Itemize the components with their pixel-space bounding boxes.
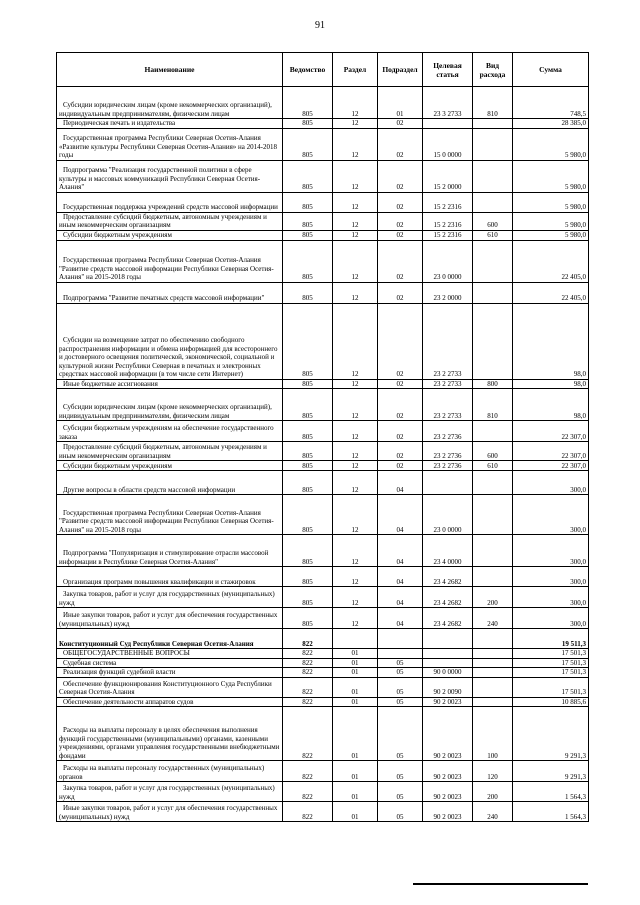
row-subsection: 04 — [378, 587, 423, 608]
row-subsection: 05 — [378, 658, 423, 668]
row-sum: 300,0 — [513, 535, 589, 567]
row-name: Иные закупки товаров, работ и услуг для обеспечения государственных (муниципальных) нужд — [57, 608, 283, 629]
row-subsection — [378, 649, 423, 659]
row-target: 23 4 2682 — [423, 567, 473, 587]
row-type — [473, 697, 513, 707]
row-subsection: 02 — [378, 160, 423, 192]
row-subsection: 05 — [378, 677, 423, 697]
row-section: 12 — [333, 587, 378, 608]
table-row — [57, 608, 589, 629]
row-section: 12 — [333, 230, 378, 240]
row-sum: 5 980,0 — [513, 128, 589, 160]
row-target: 90 0 0000 — [423, 668, 473, 678]
row-sum: 98,0 — [513, 389, 589, 421]
row-dept: 822 — [283, 649, 333, 659]
row-target: 23 2 0000 — [423, 282, 473, 303]
header-sum: Сумма — [513, 53, 589, 87]
row-type — [473, 192, 513, 212]
row-name: Субсидии бюджетным учреждениям на обеспечение государственного заказа — [57, 421, 283, 442]
row-target — [423, 658, 473, 668]
row-type: 610 — [473, 230, 513, 240]
table-row — [57, 761, 589, 782]
row-type — [473, 160, 513, 192]
table-row — [57, 495, 589, 535]
table-row — [57, 303, 589, 379]
row-dept: 805 — [283, 535, 333, 567]
row-subsection: 02 — [378, 128, 423, 160]
row-section: 12 — [333, 282, 378, 303]
row-name: Расходы на выплаты персоналу государственных (муниципальных) органов — [57, 761, 283, 782]
header-section: Раздел — [333, 53, 378, 87]
row-name: Подпрограмма "Реализация государственной политики в сфере культуры и массовых коммуникаций Республики Северная Осетия-Алания" — [57, 160, 283, 192]
row-name: Государственная программа Республики Северная Осетия-Алания «Развитие культуры Республики Северная Осетия-Алания» на 2014-2018 годы — [57, 128, 283, 160]
row-sum: 17 501,3 — [513, 649, 589, 659]
row-subsection: 04 — [378, 567, 423, 587]
row-type: 810 — [473, 389, 513, 421]
row-type — [473, 240, 513, 282]
row-section: 01 — [333, 782, 378, 802]
row-name: Судебная система — [57, 658, 283, 668]
row-subsection: 02 — [378, 119, 423, 129]
table-row — [57, 649, 589, 659]
row-type — [473, 567, 513, 587]
row-target — [423, 471, 473, 495]
row-type — [473, 535, 513, 567]
row-target: 23 2 2736 — [423, 461, 473, 471]
header-subsection: Подраздел — [378, 53, 423, 87]
row-name: Периодическая печать и издательства — [57, 119, 283, 129]
row-name: Государственная программа Республики Северная Осетия-Алания "Развитие средств массовой информации Республики Северная Осетия-Алания" на 2015-2018 годы — [57, 240, 283, 282]
row-type — [473, 303, 513, 379]
row-subsection: 05 — [378, 707, 423, 761]
row-dept: 822 — [283, 629, 333, 649]
page-number: 91 — [315, 20, 325, 31]
row-target: 23 2 2733 — [423, 379, 473, 389]
row-section: 12 — [333, 160, 378, 192]
row-type — [473, 629, 513, 649]
row-section: 12 — [333, 608, 378, 629]
row-type — [473, 677, 513, 697]
header-type: Вид расхода — [473, 53, 513, 87]
row-name: Конституционный Суд Республики Северная Осетия-Алания — [57, 629, 283, 649]
row-target: 23 0 0000 — [423, 495, 473, 535]
row-sum: 22 307,0 — [513, 442, 589, 461]
row-dept: 822 — [283, 677, 333, 697]
row-dept: 805 — [283, 587, 333, 608]
row-name: Подпрограмма "Популяризация и стимулирование отрасли массовой информации в Республике Северная Осетия-Алания" — [57, 535, 283, 567]
row-section: 12 — [333, 240, 378, 282]
row-section: 12 — [333, 303, 378, 379]
row-type — [473, 119, 513, 129]
row-subsection: 02 — [378, 303, 423, 379]
row-sum: 300,0 — [513, 567, 589, 587]
header-target: Целевая статья — [423, 53, 473, 87]
row-sum: 17 501,3 — [513, 658, 589, 668]
row-type — [473, 421, 513, 442]
table-row — [57, 587, 589, 608]
row-sum: 28 385,0 — [513, 119, 589, 129]
row-target: 15 2 0000 — [423, 160, 473, 192]
row-type: 100 — [473, 707, 513, 761]
row-sum: 98,0 — [513, 379, 589, 389]
row-subsection: 02 — [378, 379, 423, 389]
row-name: Предоставление субсидий бюджетным, автономным учреждениям и иным некоммерческим организациям — [57, 442, 283, 461]
row-subsection: 05 — [378, 802, 423, 822]
table-row — [57, 230, 589, 240]
row-subsection: 05 — [378, 697, 423, 707]
budget-table — [56, 52, 589, 822]
row-type — [473, 658, 513, 668]
row-subsection: 02 — [378, 230, 423, 240]
row-target: 23 2 2733 — [423, 303, 473, 379]
row-section: 12 — [333, 389, 378, 421]
table-row — [57, 782, 589, 802]
row-section: 12 — [333, 421, 378, 442]
header-dept: Ведомство — [283, 53, 333, 87]
row-dept: 805 — [283, 608, 333, 629]
row-name: Субсидии бюджетным учреждениям — [57, 461, 283, 471]
row-dept: 822 — [283, 802, 333, 822]
row-sum: 5 980,0 — [513, 212, 589, 230]
table-row — [57, 212, 589, 230]
row-target: 23 2 2733 — [423, 389, 473, 421]
table-row — [57, 119, 589, 129]
row-sum: 9 291,3 — [513, 707, 589, 761]
row-target — [423, 119, 473, 129]
row-sum: 5 980,0 — [513, 230, 589, 240]
row-target: 15 0 0000 — [423, 128, 473, 160]
table-row — [57, 802, 589, 822]
row-type: 240 — [473, 802, 513, 822]
row-name: ОБЩЕГОСУДАРСТВЕННЫЕ ВОПРОСЫ — [57, 649, 283, 659]
row-dept: 805 — [283, 240, 333, 282]
row-sum: 1 564,3 — [513, 802, 589, 822]
row-name: Государственная поддержка учреждений средств массовой информации — [57, 192, 283, 212]
row-dept: 822 — [283, 668, 333, 678]
row-sum: 748,5 — [513, 87, 589, 119]
row-dept: 805 — [283, 389, 333, 421]
row-dept: 822 — [283, 761, 333, 782]
row-type: 200 — [473, 587, 513, 608]
table-row — [57, 421, 589, 442]
row-type — [473, 128, 513, 160]
row-section: 12 — [333, 461, 378, 471]
row-target: 90 2 0023 — [423, 782, 473, 802]
row-section: 12 — [333, 192, 378, 212]
row-name: Обеспечение деятельности аппаратов судов — [57, 697, 283, 707]
table-row — [57, 677, 589, 697]
row-sum: 300,0 — [513, 495, 589, 535]
row-sum: 1 564,3 — [513, 782, 589, 802]
table-row — [57, 471, 589, 495]
row-sum: 300,0 — [513, 587, 589, 608]
row-target: 90 2 0023 — [423, 697, 473, 707]
row-dept: 805 — [283, 442, 333, 461]
row-name: Закупка товаров, работ и услуг для государственных (муниципальных) нужд — [57, 782, 283, 802]
table-row — [57, 461, 589, 471]
row-type: 240 — [473, 608, 513, 629]
row-subsection: 01 — [378, 87, 423, 119]
row-sum: 300,0 — [513, 471, 589, 495]
row-type — [473, 282, 513, 303]
table-row — [57, 567, 589, 587]
row-sum: 300,0 — [513, 608, 589, 629]
row-sum: 98,0 — [513, 303, 589, 379]
row-name: Субсидии бюджетным учреждениям — [57, 230, 283, 240]
row-dept: 822 — [283, 697, 333, 707]
table-row — [57, 658, 589, 668]
table-header-row — [57, 53, 589, 87]
row-section: 12 — [333, 495, 378, 535]
table-row — [57, 240, 589, 282]
row-section — [333, 629, 378, 649]
row-dept: 805 — [283, 567, 333, 587]
row-type — [473, 668, 513, 678]
row-dept: 805 — [283, 128, 333, 160]
row-section: 01 — [333, 761, 378, 782]
row-name: Субсидии юридическим лицам (кроме некоммерческих организаций), индивидуальным предпринимателям, физическим лицам — [57, 87, 283, 119]
row-name: Иные бюджетные ассигнования — [57, 379, 283, 389]
row-subsection: 02 — [378, 192, 423, 212]
row-subsection: 02 — [378, 212, 423, 230]
row-dept: 805 — [283, 471, 333, 495]
row-name: Обеспечение функционирования Конституционного Суда Республики Северная Осетия-Алания — [57, 677, 283, 697]
row-target: 23 4 2682 — [423, 608, 473, 629]
row-type: 800 — [473, 379, 513, 389]
row-subsection: 05 — [378, 761, 423, 782]
row-subsection — [378, 629, 423, 649]
row-section: 12 — [333, 119, 378, 129]
row-section: 12 — [333, 567, 378, 587]
row-dept: 805 — [283, 87, 333, 119]
row-dept: 822 — [283, 782, 333, 802]
row-section: 12 — [333, 442, 378, 461]
row-type: 200 — [473, 782, 513, 802]
row-section: 01 — [333, 668, 378, 678]
row-dept: 805 — [283, 119, 333, 129]
row-name: Другие вопросы в области средств массовой информации — [57, 471, 283, 495]
row-target — [423, 629, 473, 649]
row-section: 12 — [333, 471, 378, 495]
row-sum: 10 885,6 — [513, 697, 589, 707]
row-target: 90 2 0023 — [423, 707, 473, 761]
row-dept: 805 — [283, 495, 333, 535]
row-subsection: 02 — [378, 240, 423, 282]
row-section: 01 — [333, 802, 378, 822]
row-section: 12 — [333, 212, 378, 230]
table-row — [57, 535, 589, 567]
row-dept: 805 — [283, 212, 333, 230]
row-sum: 5 980,0 — [513, 192, 589, 212]
table-row — [57, 160, 589, 192]
row-sum: 5 980,0 — [513, 160, 589, 192]
row-sum: 22 405,0 — [513, 240, 589, 282]
row-section: 12 — [333, 87, 378, 119]
row-type: 600 — [473, 212, 513, 230]
row-target: 23 4 2682 — [423, 587, 473, 608]
row-type: 120 — [473, 761, 513, 782]
row-target — [423, 649, 473, 659]
row-name: Закупка товаров, работ и услуг для государственных (муниципальных) нужд — [57, 587, 283, 608]
row-section: 12 — [333, 128, 378, 160]
row-name: Субсидии юридическим лицам (кроме некоммерческих организаций), индивидуальным предпринимателям, физическим лицам — [57, 389, 283, 421]
row-dept: 805 — [283, 282, 333, 303]
row-dept: 805 — [283, 160, 333, 192]
row-name: Субсидии на возмещение затрат по обеспечению свободного распространения информации и обмена информацией для всестороннего и достоверного освещения политической, экономической, социальной и культурной жизни Республики Северная в печатных и электронных средствах массовой информации (в том числе сети Интернет) — [57, 303, 283, 379]
table-row — [57, 707, 589, 761]
row-type: 810 — [473, 87, 513, 119]
row-type — [473, 471, 513, 495]
row-section: 01 — [333, 658, 378, 668]
row-target: 15 2 2316 — [423, 192, 473, 212]
row-dept: 822 — [283, 707, 333, 761]
table-row — [57, 128, 589, 160]
row-dept: 805 — [283, 230, 333, 240]
table-row — [57, 379, 589, 389]
row-target: 15 2 2316 — [423, 230, 473, 240]
row-target: 23 4 0000 — [423, 535, 473, 567]
row-sum: 17 501,3 — [513, 677, 589, 697]
row-subsection: 04 — [378, 495, 423, 535]
table-row — [57, 442, 589, 461]
row-subsection: 02 — [378, 282, 423, 303]
row-sum: 22 307,0 — [513, 421, 589, 442]
row-section: 01 — [333, 677, 378, 697]
row-target: 23 0 0000 — [423, 240, 473, 282]
row-subsection: 02 — [378, 461, 423, 471]
row-subsection: 02 — [378, 389, 423, 421]
row-name: Подпрограмма "Развитие печатных средств массовой информации" — [57, 282, 283, 303]
table-row — [57, 629, 589, 649]
row-subsection: 04 — [378, 535, 423, 567]
row-target: 90 2 0090 — [423, 677, 473, 697]
row-subsection: 05 — [378, 668, 423, 678]
table-row — [57, 87, 589, 119]
row-name: Государственная программа Республики Северная Осетия-Алания "Развитие средств массовой информации Республики Северная Осетия-Алания" на 2015-2018 годы — [57, 495, 283, 535]
row-target: 23 2 2736 — [423, 421, 473, 442]
row-dept: 805 — [283, 192, 333, 212]
row-dept: 805 — [283, 303, 333, 379]
row-type: 600 — [473, 442, 513, 461]
row-subsection: 02 — [378, 421, 423, 442]
row-subsection: 02 — [378, 442, 423, 461]
row-type: 610 — [473, 461, 513, 471]
header-name: Наименование — [57, 53, 283, 87]
footer-rule — [413, 883, 588, 885]
row-section: 01 — [333, 707, 378, 761]
row-subsection: 05 — [378, 782, 423, 802]
row-subsection: 04 — [378, 471, 423, 495]
table-row — [57, 282, 589, 303]
row-name: Реализация функций судебной власти — [57, 668, 283, 678]
row-name: Предоставление субсидий бюджетным, автономным учреждениям и иным некоммерческим организациям — [57, 212, 283, 230]
row-name: Организация программ повышения квалификации и стажировок — [57, 567, 283, 587]
row-dept: 822 — [283, 658, 333, 668]
row-sum: 22 405,0 — [513, 282, 589, 303]
row-name: Расходы на выплаты персоналу в целях обеспечения выполнения функций государственными (муниципальными) органами, казенными учреждениями, органами управления государственными внебюджетными фондами — [57, 707, 283, 761]
row-target: 90 2 0023 — [423, 761, 473, 782]
row-target: 23 2 2736 — [423, 442, 473, 461]
row-target: 23 3 2733 — [423, 87, 473, 119]
row-type — [473, 495, 513, 535]
row-sum: 19 511,3 — [513, 629, 589, 649]
row-target: 15 2 2316 — [423, 212, 473, 230]
table-row — [57, 192, 589, 212]
row-section: 12 — [333, 379, 378, 389]
row-type — [473, 649, 513, 659]
row-section: 01 — [333, 697, 378, 707]
row-sum: 9 291,3 — [513, 761, 589, 782]
table-row — [57, 697, 589, 707]
row-dept: 805 — [283, 379, 333, 389]
row-dept: 805 — [283, 461, 333, 471]
table-body — [57, 87, 589, 822]
table-row — [57, 389, 589, 421]
budget-table-container — [56, 52, 588, 822]
row-name: Иные закупки товаров, работ и услуг для обеспечения государственных (муниципальных) нужд — [57, 802, 283, 822]
table-row — [57, 668, 589, 678]
row-target: 90 2 0023 — [423, 802, 473, 822]
row-section: 01 — [333, 649, 378, 659]
row-dept: 805 — [283, 421, 333, 442]
row-section: 12 — [333, 535, 378, 567]
row-sum: 22 307,0 — [513, 461, 589, 471]
row-subsection: 04 — [378, 608, 423, 629]
row-sum: 17 501,3 — [513, 668, 589, 678]
